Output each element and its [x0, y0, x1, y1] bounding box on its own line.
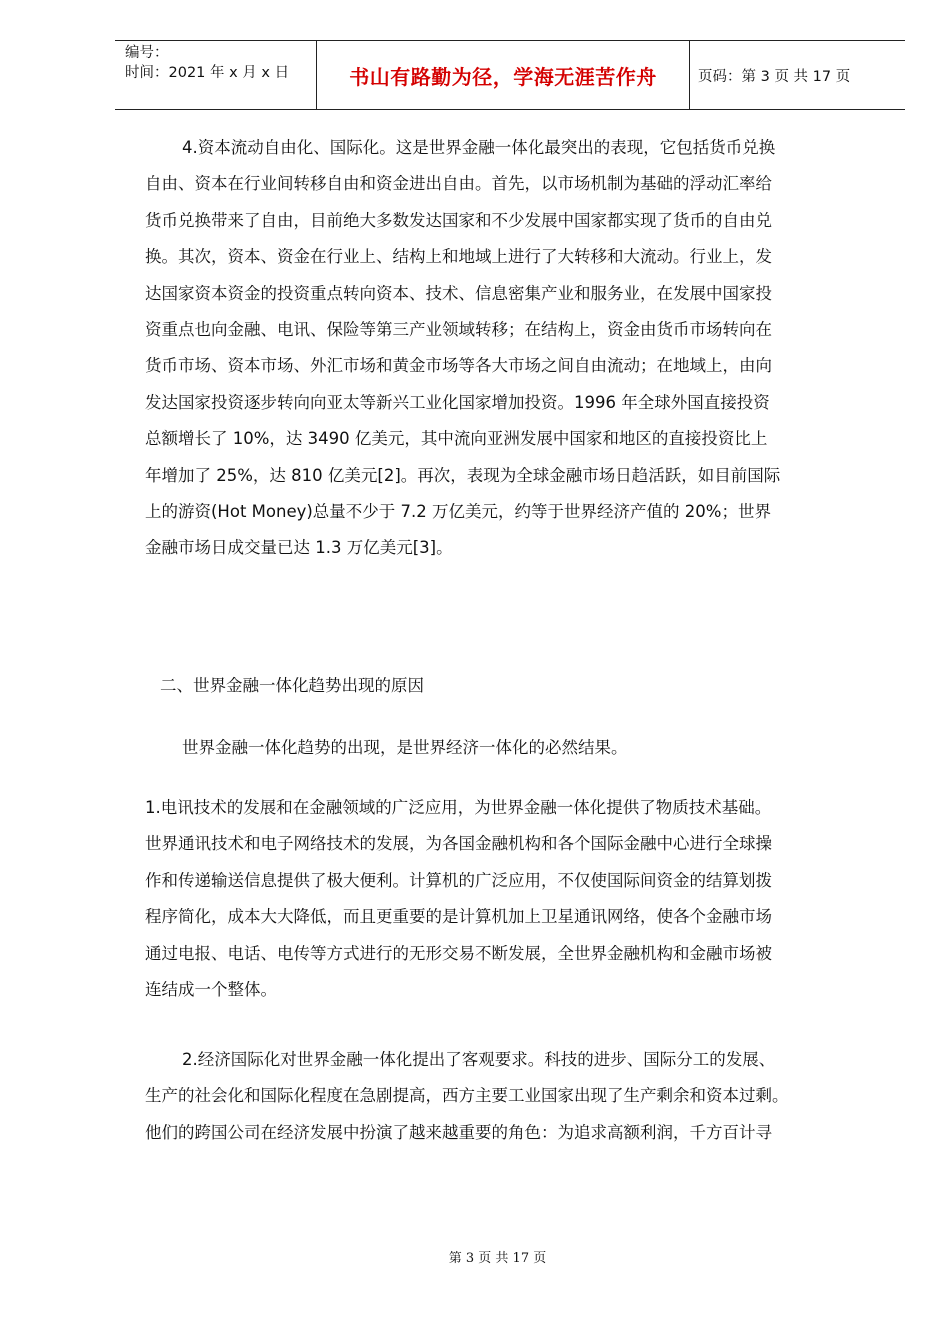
paragraph-capital-flow: [145, 130, 890, 567]
page-header: [115, 40, 905, 110]
text-line: 上的游资(Hot Money)总量不少于 7.2 万亿美元，约等于世界经济产值的 20%；世界: [145, 501, 771, 521]
paragraph-intro: [145, 730, 890, 766]
text-line: 4.资本流动自由化、国际化。这是世界金融一体化最突出的表现，它包括货币兑换: [182, 138, 776, 157]
text-line: 总额增长了 10%，达 3490 亿美元，其中流向亚洲发展中国家和地区的直接投资比上: [145, 429, 768, 449]
header-page-info: 页码：第 3 页 共 17 页: [698, 68, 851, 85]
text-line: 程序简化，成本大大降低，而且更重要的是计算机加上卫星通讯网络，使各个金融市场: [145, 907, 772, 927]
text-line: 换。其次，资本、资金在行业上、结构上和地域上进行了大转移和大流动。行业上，发: [145, 247, 772, 267]
text-line: 资重点也向金融、电讯、保险等第三产业领域转移；在结构上，资金由货币市场转向在: [145, 319, 772, 339]
header-meta: [115, 41, 317, 109]
text-line: 世界通讯技术和电子网络技术的发展，为各国金融机构和各个国际金融中心进行全球操: [145, 834, 772, 854]
text-line: 自由、资本在行业间转移自由和资金进出自由。首先，以市场机制为基础的浮动汇率给: [145, 174, 772, 194]
text-line: 2.经济国际化对世界金融一体化提出了客观要求。科技的进步、国际分工的发展、: [182, 1050, 776, 1069]
text-line: 年增加了 25%，达 810 亿美元[2]。再次，表现为全球金融市场日趋活跃，如目前国际: [145, 465, 781, 485]
paragraph-telecom: [145, 790, 890, 1008]
section-heading: [160, 668, 905, 704]
text-line: 金融市场日成交量已达 1.3 万亿美元[3]。: [145, 538, 453, 558]
paragraph-economic-internationalization: [145, 1042, 890, 1151]
text-line: 达国家资本资金的投资重点转向资本、技术、信息密集产业和服务业，在发展中国家投: [145, 283, 772, 303]
page-footer: 第 3 页 共 17 页: [448, 1251, 547, 1266]
text-line: 连结成一个整体。: [145, 979, 277, 999]
text-line: 货币兑换带来了自由，目前绝大多数发达国家和不少发展中国家都实现了货币的自由兑: [145, 210, 772, 230]
text-line: 世界金融一体化趋势的出现，是世界经济一体化的必然结果。: [182, 738, 628, 757]
text-line: 发达国家投资逐步转向向亚太等新兴工业化国家增加投资。1996 年全球外国直接投资: [145, 392, 770, 412]
section-heading-text: 二、世界金融一体化趋势出现的原因: [160, 676, 424, 695]
header-motto: 书山有路勤为径，学海无涯苦作舟: [317, 41, 690, 109]
text-line: 作和传递输送信息提供了极大便利。计算机的广泛应用，不仅使国际间资金的结算划拨: [145, 870, 772, 890]
text-line: 货币市场、资本市场、外汇市场和黄金市场等各大市场之间自由流动；在地域上，由向: [145, 356, 772, 376]
text-line: 通过电报、电话、电传等方式进行的无形交易不断发展，全世界金融机构和金融市场被: [145, 943, 772, 963]
time-label: 时间：2021 年 x 月 x 日: [125, 65, 290, 81]
serial-label: 编号：: [125, 45, 169, 61]
text-line: 1.电讯技术的发展和在金融领域的广泛应用，为世界金融一体化提供了物质技术基础。: [145, 798, 772, 817]
text-line: 生产的社会化和国际化程度在急剧提高，西方主要工业国家出现了生产剩余和资本过剩。: [145, 1086, 789, 1106]
text-line: 他们的跨国公司在经济发展中扮演了越来越重要的角色：为追求高额利润，千方百计寻: [145, 1122, 772, 1142]
